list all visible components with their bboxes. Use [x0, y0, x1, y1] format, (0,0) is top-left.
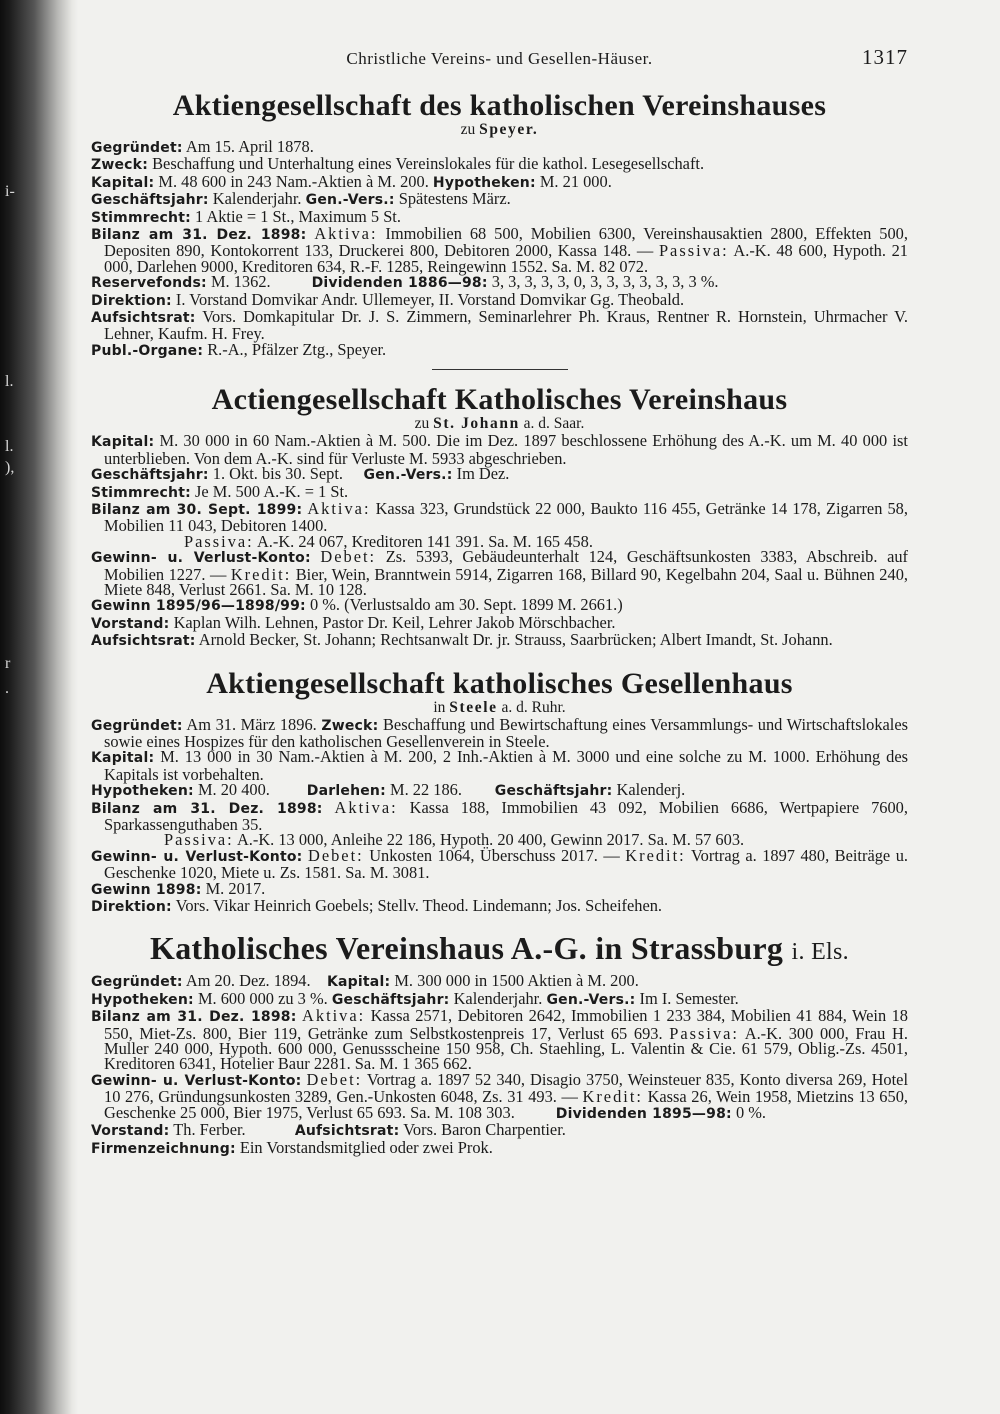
entry-vorstand: Vorstand: Th. Ferber. Aufsichtsrat: Vors. Baron Charpentier.	[91, 1120, 566, 1140]
entry-geschaeftsjahr: Geschäftsjahr: Kalenderjahr. Gen.-Vers.: Spätestens März.	[91, 189, 511, 209]
section-location: in Steele a. d. Ruhr.	[433, 698, 566, 716]
book-binding-shadow	[0, 0, 78, 1414]
gutter-fragment: r	[5, 655, 11, 672]
section-title: Aktiengesellschaft des katholischen Vereinshauses	[172, 89, 827, 122]
entry-gegruendet: Gegründet: Am 15. April 1878.	[91, 137, 314, 156]
section-divider	[432, 369, 568, 370]
page-number: 1317	[862, 45, 908, 69]
entry-hypotheken: Hypotheken: M. 600 000 zu 3 %. Geschäftsjahr: Kalenderjahr. Gen.-Vers.: Im I. Semester.	[91, 988, 739, 1008]
entry-bilanz: Bilanz am 30. Sept. 1899: Aktiva: Kassa 323, Grundstück 22 000, Baukto 116 455, Getränke 14 178, Zigarren 58, Mobilien 11 043, Debitoren 1400. Passiva: A.-K. 24 067, Kreditoren 141 391. Sa. M. 165 458.	[91, 498, 908, 551]
gutter-fragment: i-	[5, 183, 15, 200]
entry-aufsichtsrat: Aufsichtsrat: Arnold Becker, St. Johann; Rechtsanwalt Dr. jr. Strauss, Saarbrücken; Albert Imandt, St. Johann.	[91, 630, 833, 650]
section-strassburg	[91, 931, 908, 1156]
entry-reservefonds: Reservefonds: M. 1362. Dividenden 1886—98: 3, 3, 3, 3, 3, 0, 3, 3, 3, 3, 3, 3, 3 %.	[91, 272, 719, 292]
entry-direktion: Direktion: I. Vorstand Domvikar Andr. Ullemeyer, II. Vorstand Domvikar Gg. Theobald.	[91, 289, 685, 309]
entry-geschaeftsjahr: Geschäftsjahr: 1. Okt. bis 30. Sept. Gen.-Vers.: Im Dez.	[91, 464, 510, 484]
entry-kapital: Kapital: M. 30 000 in 60 Nam.-Aktien à M. 500. Die im Dez. 1897 beschlossene Erhöhung des A.-K. um M. 40 000 ist unterblieben. Von dem A.-K. sind für Verluste M. 5933 abgeschrieben.	[91, 431, 908, 468]
entry-firmenzeichnung: Firmenzeichnung: Ein Vorstandsmitglied oder zwei Prok.	[91, 1137, 493, 1157]
section-speyer	[91, 90, 908, 359]
entry-gewinn-verlust: Gewinn- u. Verlust-Konto: Debet: Zs. 5393, Gebäudeunterhalt 124, Geschäftsunkosten 3383, Abschreib. auf Mobilien 1227. — Kredit: Bier, Wein, Branntwein 5914, Zigarren 168, Billard 90, Kegelbahn 204, Saal u. Bühnen 240, Miete 848, Verlust 2661. Sa. M. 10 128.	[91, 547, 908, 599]
entry-bilanz: Bilanz am 31. Dez. 1898: Aktiva: Immobilien 68 500, Mobilien 6300, Vereinshausaktien 2800, Effekten 500, Depositen 890, Kontokorrent 133, Druckerei 800, Debitoren 2000, Kassa 148. — Passiva: A.-K. 48 600, Hypoth. 21 000, Darlehen 9000, Kreditoren 634, R.-F. 1285, Reingewinn 1552. Sa. M. 82 072.	[91, 224, 908, 276]
entry-hypotheken: Hypotheken: M. 20 400. Darlehen: M. 22 186. Geschäftsjahr: Kalenderj.	[91, 780, 686, 800]
gutter-fragment: l.	[5, 438, 14, 455]
section-st-johann	[91, 384, 908, 649]
entry-direktion: Direktion: Vors. Vikar Heinrich Goebels; Stellv. Theod. Lindemann; Jos. Scheifehen.	[91, 896, 663, 916]
entry-gewinn: Gewinn 1898: M. 2017.	[91, 878, 266, 898]
entry-kapital: Kapital: M. 13 000 in 30 Nam.-Aktien à M. 200, 2 Inh.-Aktien à M. 3000 und eine solche zu M. 1000. Erhöhung des Kapitals ist vorbehalten.	[91, 747, 908, 784]
entry-gegruendet-kapital: Gegründet: Am 20. Dez. 1894. Kapital: M. 300 000 in 1500 Aktien à M. 200.	[91, 971, 639, 991]
entry-vorstand: Vorstand: Kaplan Wilh. Lehnen, Pastor Dr. Keil, Lehrer Jakob Mörschbacher.	[91, 612, 616, 632]
running-header	[91, 44, 908, 74]
section-steele	[91, 668, 908, 916]
entry-stimmrecht: Stimmrecht: Je M. 500 A.-K. = 1 St.	[91, 481, 349, 501]
entry-zweck: Zweck: Beschaffung und Unterhaltung eines Vereinslokales für die kathol. Lesegesellschaft.	[91, 154, 705, 174]
running-title: Christliche Vereins- und Gesellen-Häuser.	[346, 49, 653, 68]
entry-publ-organe: Publ.-Organe: R.-A., Pfälzer Ztg., Speyer.	[91, 339, 387, 359]
gutter-fragment: l.	[5, 373, 14, 390]
entry-gewinn-verlust: Gewinn- u. Verlust-Konto: Debet: Unkosten 1064, Überschuss 2017. — Kredit: Vortrag a. 1897 480, Beiträge u. Geschenke 1020, Miete u. Zs. 1581. Sa. M. 3081.	[91, 845, 908, 883]
entry-gewinn-verlust: Gewinn- u. Verlust-Konto: Debet: Vortrag a. 1897 52 340, Disagio 3750, Weinsteuer 835, Konto diversa 269, Hotel 10 276, Gründungsunkosten 3289, Gen.-Unkosten 6048, Zs. 31 493. — Kredit: Kassa 26, Wein 1958, Mietzins 13 650, Geschenke 25 000, Bier 1975, Verlust 65 693. Sa. M. 108 303. Dividenden 1895—98: 0 %.	[91, 1069, 908, 1122]
gutter-fragment: ),	[5, 459, 15, 476]
entry-bilanz: Bilanz am 31. Dez. 1898: Aktiva: Kassa 2571, Debitoren 2642, Immobilien 1 233 384, Mobilien 41 884, Wein 18 550, Miet-Zs. 800, Bier 119, Getränke zum Selbstkostenpreis 17, Verlust 65 693. Passiva: A.-K. 300 000, Frau H. Muller 240 000, Hypoth. 600 000, Genussscheine 150 958, Ch. Staehling, L. Valentin & Cie. 61 579, Oblig.-Zs. 4501, Kreditoren 6341, Hotelier Baur 2281. Sa. M. 1 365 662.	[91, 1006, 908, 1074]
section-title: Actiengesellschaft Katholisches Vereinshaus	[211, 383, 788, 417]
entry-kapital: Kapital: M. 48 600 in 243 Nam.-Aktien à M. 200. Hypotheken: M. 21 000.	[91, 171, 612, 191]
section-title: Katholisches Vereinshaus A.-G. in Strassburg i. Els.	[150, 930, 849, 967]
entry-gegruendet-zweck: Gegründet: Am 31. März 1896. Zweck: Beschaffung und Bewirtschaftung eines Versammlungs- und Wirtschaftslokales sowie eines Hospizes für den katholischen Gesellenverein in Steele.	[91, 714, 908, 751]
section-title: Aktiengesellschaft katholisches Gesellenhaus	[206, 666, 793, 700]
entry-gewinn: Gewinn 1895/96—1898/99: 0 %. (Verlustsaldo am 30. Sept. 1899 M. 2661.)	[91, 595, 623, 615]
entry-stimmrecht: Stimmrecht: 1 Aktie = 1 St., Maximum 5 St.	[91, 206, 401, 226]
document-page	[91, 44, 908, 1404]
entry-bilanz: Bilanz am 31. Dez. 1898: Aktiva: Kassa 188, Immobilien 43 092, Mobilien 6686, Wertpapiere 7600, Sparkassenguthaben 35. Passiva: A.-K. 13 000, Anleihe 22 186, Hypoth. 20 400, Gewinn 2017. Sa. M. 57 603.	[91, 797, 908, 850]
section-location: zu St. Johann a. d. Saar.	[414, 415, 585, 433]
entry-aufsichtsrat: Aufsichtsrat: Vors. Domkapitular Dr. J. S. Zimmern, Seminarlehrer Ph. Kraus, Rentner R. Hornstein, Uhrmacher V. Lehner, Kaufm. H. Frey.	[91, 307, 908, 344]
section-location: zu Speyer.	[460, 121, 539, 138]
gutter-fragment: .	[5, 680, 9, 697]
